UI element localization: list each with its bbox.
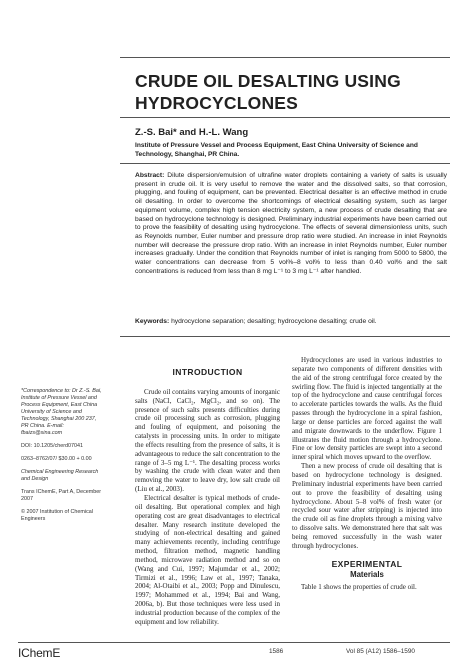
keywords-label: Keywords: — [135, 318, 170, 325]
title-rule — [120, 117, 450, 118]
icheme-logo: IChemE — [18, 646, 61, 660]
abstract-label: Abstract: — [135, 172, 165, 179]
top-rule — [120, 57, 450, 58]
intro-paragraph-1: Crude oil contains varying amounts of inorganic salts (NaCl, CaCl₂, MgCl₂, and so on). The presence of such salts presents difficulties during crude oil processing such as corrosion, plugging and fouling of equipment, and poisoning the catalysts in processing units. In order to mitigate the effects resulting from the presence of salts, it is advantageous to reduce the salt concentration to the range of 3–5 mg L⁻¹. The desalting process works by washing the crude with clean water and then removing the water to leave dry, low salt crude oil (Liu et al., 2003). — [135, 387, 280, 494]
abstract-bottom-rule — [120, 336, 450, 337]
materials-paragraph: Table 1 shows the properties of crude oil. — [301, 583, 417, 592]
materials-heading: Materials — [350, 570, 384, 580]
column-right — [292, 356, 442, 592]
issn: 0263–8762/07/ $30.00 + 0.00 — [21, 456, 92, 462]
right-paragraph-1: Hydrocyclones are used in various industries to separate two components of different densities with the aid of the strong centrifugal force created by the swirling flow. The fluid is injected tangentially at the top of the hydrocyclone and cause centrifugal forces to accelerate particles towards the walls. As the fluid passes through the hydrocyclone in a spiral fashion, large or dense particles are forced against the wall and migrate downwards to the underflow. Figure 1 illustrates the fluid motion through a hydrocyclone. Fine or low density particles are swept into a second inner spiral which moves upward to the overflow. — [292, 356, 442, 462]
sidebar — [21, 388, 103, 529]
experimental-heading: EXPERIMENTAL — [331, 558, 403, 569]
doi: DOI: 10.1205/cherd07041 — [21, 443, 84, 449]
intro-paragraph-2: Electrical desalter is typical methods of crude-oil desalting. But operational complex and high operating cost are great disadvantages to electrical desalter. Many research institute developed the studying of non-electrical desalting and gained many achievements recently, including centrifuge method, filtration method, magnetic handling method, microwave radiation method and so on (Wang and Cui, 1997; Majumdar et al., 2002; Tirmizi et al., 1996; Law et al., 1997; Tanaka, 2004; Al-Otaibi et al., 2003; Popp and Dinulescu, 1997; Mohammed et al., 1994; Bai and Wang, 2006a, b). But those techniques were less used in industrial production because of the complex of the equipment and low reliability. — [135, 493, 280, 626]
footer-rule — [18, 642, 450, 643]
keywords-text: hydrocyclone separation; desalting; hydrocyclone desalting; crude oil. — [171, 318, 377, 325]
right-paragraph-2: Then a new process of crude oil desalting that is based on hydrocyclone technology is designed. Preliminary industrial experiments have been carried out to prove the feasibility of desalting using hydrocyclone. About 5–8 vol% of fresh water (or recycled sour water after stripping) is injected into the crude oil as fine droplets through a mixing valve to dissolve salts. We demonstrated here that salt was being removed successfully in the wash water through hydrocyclones. — [292, 462, 442, 550]
trans-info: Trans IChemE, Part A, December 2007 — [21, 489, 102, 502]
abstract-text: Dilute dispersion/emulsion of ultrafine water droplets containing a variety of salts is usually present in crude oil. It is very useful to remove the water and the dissolved salts, so that corrosion, plugging, and fouling of equipment, can be prevented. Electrical desalter is an effective method in crude oil desalting. In order to overcome the shortcomings of electrical desalting system, such as larger equipment volume, complex high tension electricity system, a new process of crude desalting that are based on hydrocyclone technology is designed. Preliminary industrial experiments have been carried out to prove the feasibility of desalting using hydrocyclone. The effects of several dimensionless units, such as Reynolds number, Euler number and pressure drop ratio were studied. An increase in inlet Reynolds number will decrease the pressure drop ratio. With an increase in inlet Reynolds number, Euler number increases gradually. Under the condition that Reynolds number of inlet is ranging from 5000 to 5800, the water concentrations can decrease from 5 vol%–8 vol% to less than 0.40 vol% and the salt concentrations is reduced from less than 8 mg L⁻¹ to 3 mg L⁻¹ after handled. — [135, 172, 448, 275]
affiliation: Institute of Pressure Vessel and Process Equipment, East China University of Science and Technology, Shanghai, PR China. — [135, 142, 418, 158]
abstract — [135, 172, 447, 276]
title-line-2: HYDROCYCLONES — [135, 93, 299, 113]
title-line-1: CRUDE OIL DESALTING USING — [135, 71, 401, 91]
article-title — [135, 70, 455, 114]
journal-name: Chemical Engineering Research and Design — [21, 469, 99, 482]
page-number: 1586 — [269, 648, 284, 655]
correspondence: *Correspondence to: Dr Z.-S. Bai, Institute of Pressure Vessel and Process Equipment, East China University of Science and Technology, Shanghai 200 237, PR China. E-mail: fbaizs@sina.com — [21, 388, 102, 436]
volume-info: Vol 85 (A12) 1586–1590 — [346, 648, 415, 655]
keywords — [135, 318, 447, 327]
authors: Z.-S. Bai* and H.-L. Wang — [135, 127, 249, 138]
column-left — [135, 368, 280, 627]
copyright: © 2007 Institution of Chemical Engineers — [21, 509, 93, 522]
abstract-top-rule — [120, 163, 450, 164]
introduction-heading: INTRODUCTION — [172, 367, 243, 377]
